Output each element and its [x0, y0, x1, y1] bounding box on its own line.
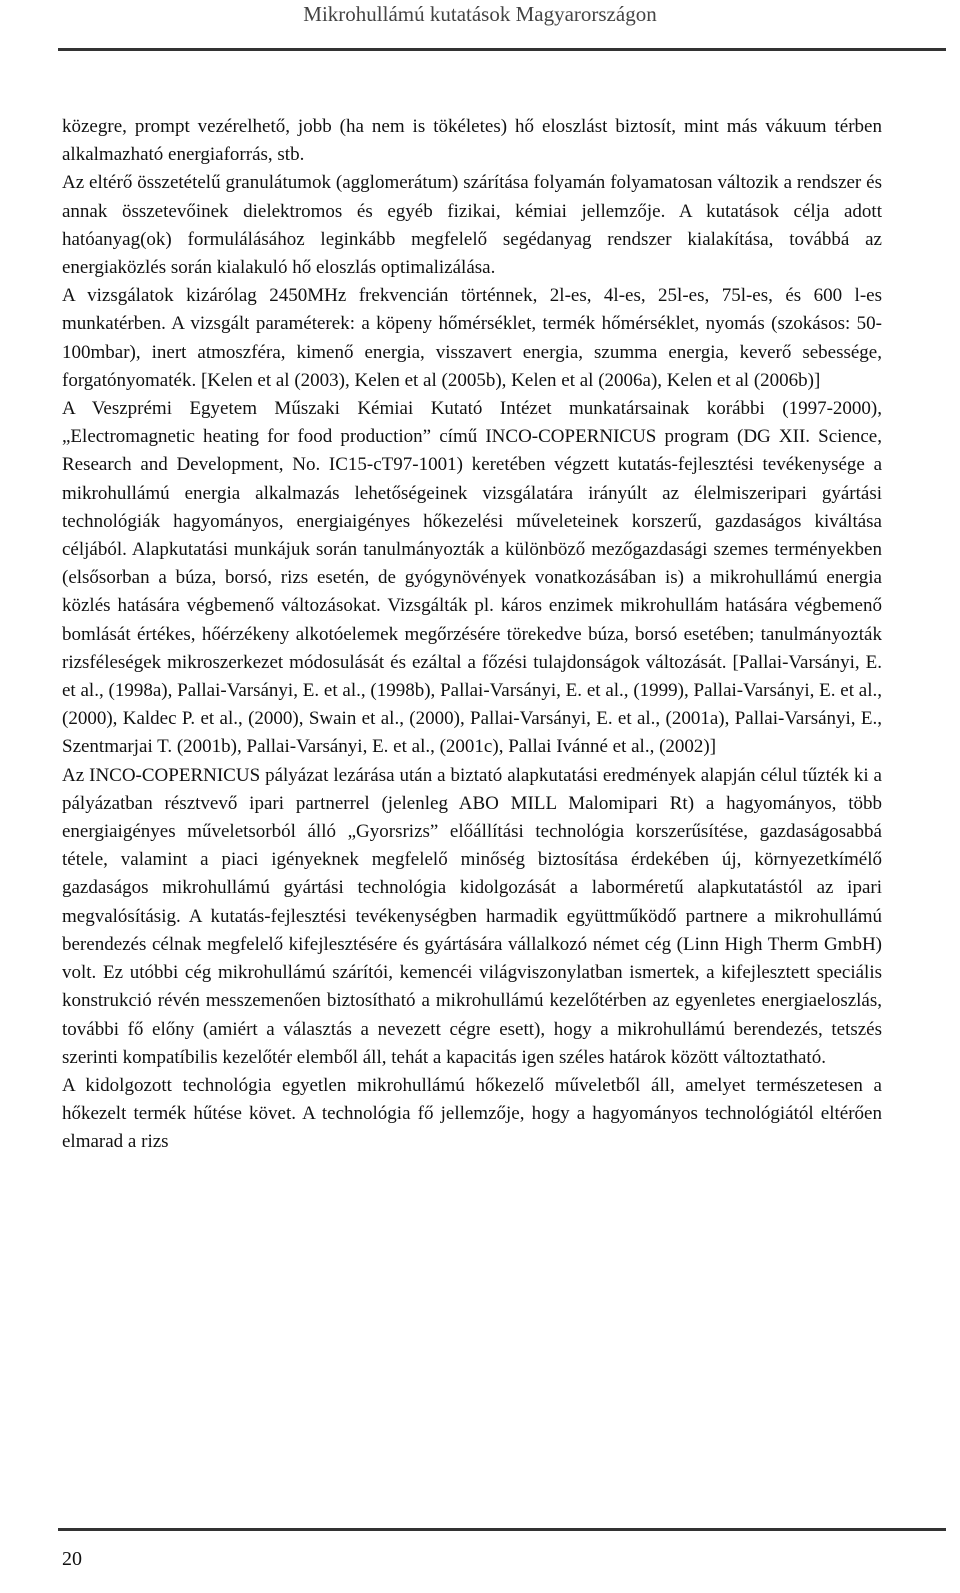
document-body	[62, 113, 882, 1157]
paragraph: Az INCO-COPERNICUS pályázat lezárása után a biztató alapkutatási eredmények alapján célul tűzték ki a pályázatban résztvevő ipari partnerrel (jelenleg ABO MILL Malomipari Rt) a hagyományos, több energiaigényes műveletsorból álló „Gyorsrizs” előállítási technológia korszerűsítése, gazdaságosabbá tétele, valamint a piaci igényeknek megfelelő minőség biztosítása érdekében új, környezetkímélő gazdaságos mikrohullámú gyártási technológia kidolgozását a laborméretű alapkutatástól az ipari megvalósításig. A kutatás-fejlesztési tevékenységben harmadik együttműködő partnere a mikrohullámú berendezés célnak megfelelő kifejlesztésére és gyártására vállalkozó német cég (Linn High Therm GmbH) volt. Ez utóbbi cég mikrohullámú szárítói, kemencéi világviszonylatban ismertek, a kifejlesztett speciális konstrukció révén messzemenően biztosítható a mikrohullámú kezelőtérben az egyenletes energiaeloszlás, további fő előny (amiért a választás a nevezett cégre esett), hogy a mikrohullámú berendezés, tetszés szerinti kompatíbilis kezelőtér elemből áll, tehát a kapacitás igen széles határok között változtatható.	[62, 764, 882, 1068]
footer-divider	[58, 1528, 946, 1531]
header-divider	[58, 48, 946, 51]
paragraph: A vizsgálatok kizárólag 2450MHz frekvencián történnek, 2l-es, 4l-es, 25l-es, 75l-es, és 600 l-es munkatérben. A vizsgált paraméterek: a köpeny hőmérséklet, termék hőmérséklet, nyomás (szokásos: 50-100mbar), inert atmoszféra, kimenő energia, visszavert energia, szumma energia, keverő sebessége, forgatónyomaték. [Kelen et al (2003), Kelen et al (2005b), Kelen et al (2006a), Kelen et al (2006b)]	[62, 285, 882, 391]
running-header-title: Mikrohullámú kutatások Magyarországon	[303, 2, 657, 26]
paragraph: A Veszprémi Egyetem Műszaki Kémiai Kutató Intézet munkatársainak korábbi (1997-2000), „Electromagnetic heating for food production” című INCO-COPERNICUS program (DG XII. Science, Research and Development, No. IC15-cT97-1001) keretében végzett kutatás-fejlesztési tevékenysége a mikrohullámú energia alkalmazás lehetőségeinek vizsgálatára irányúlt az élelmiszeripari gyártási technológiák hagyományos, energiaigényes hőkezelési műveleteinek korszerű, gazdaságos kiváltása céljából. Alapkutatási munkájuk során tanulmányozták a különböző mezőgazdasági szemes terményekben (elsősorban a búza, borsó, rizs esetén, de gyógynövények vonatkozásában is) a mikrohullámú energia közlés hatására végbemenő változásokat. Vizsgálták pl. káros enzimek mikrohullám hatására végbemenő bomlását értékes, hőérzékeny alkotóelemek megőrzésére törekedve búza, borsó esetében; tanulmányozták rizsféleségek mikroszerkezet módosulását és ezáltal a főzési tulajdonságok változását. [Pallai-Varsányi, E. et al., (1998a), Pallai-Varsányi, E. et al., (1998b), Pallai-Varsányi, E. et al., (1999), Pallai-Varsányi, E. et al., (2000), Kaldec P. et al., (2000), Swain et al., (2000), Pallai-Varsányi, E. et al., (2001a), Pallai-Varsányi, E., Szentmarjai T. (2001b), Pallai-Varsányi, E. et al., (2001c), Pallai Ivánné et al., (2002)]	[62, 398, 882, 758]
paragraph: közegre, prompt vezérelhető, jobb (ha nem is tökéletes) hő eloszlást biztosít, mint más vákuum térben alkalmazható energiaforrás, stb.	[62, 116, 882, 166]
paragraph: Az eltérő összetételű granulátumok (agglomerátum) szárítása folyamán folyamatosan változik a rendszer és annak összetevőinek dielektromos és egyéb fizikai, kémiai jellemzője. A kutatások célja adott hatóanyag(ok) formulálásához leginkább megfelelő segédanyag rendszer kialakítása, továbbá az energiaközlés során kialakuló hő eloszlás optimalizálása.	[62, 172, 882, 279]
paragraph: A kidolgozott technológia egyetlen mikrohullámú hőkezelő műveletből áll, amelyet természetesen a hőkezelt termék hűtése követ. A technológia fő jellemzője, hogy a hagyományos technológiától eltérően elmarad a rizs	[62, 1074, 882, 1153]
page-number: 20	[62, 1548, 82, 1570]
